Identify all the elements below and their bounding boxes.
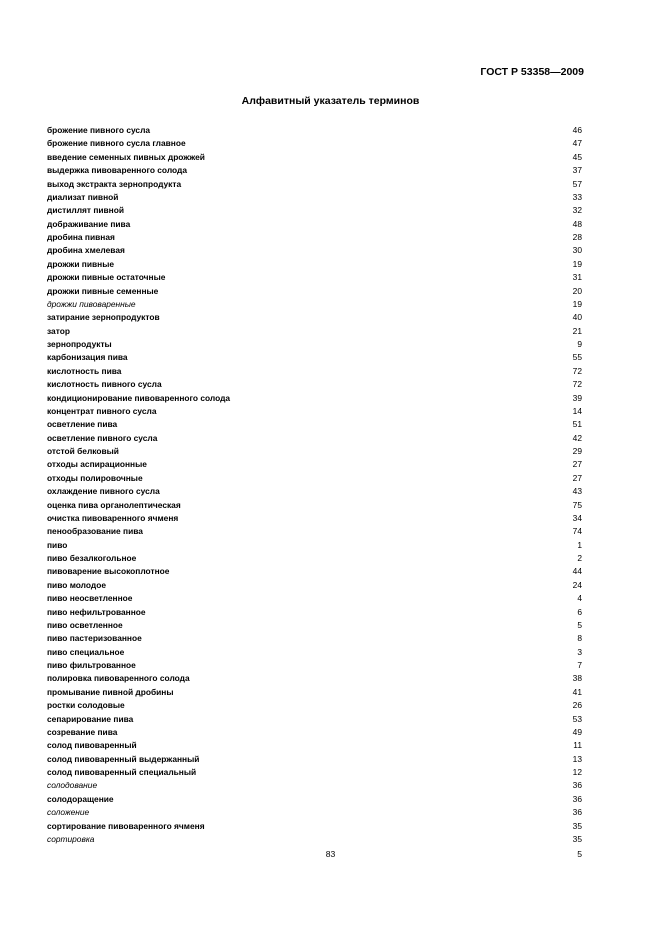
index-term: пиво [47,539,68,550]
index-entry [47,699,582,712]
index-page-ref: 1 [577,539,582,550]
index-entry [47,378,582,391]
index-page-ref: 48 [572,218,582,229]
index-page-ref: 45 [572,151,582,162]
index-page-ref: 55 [572,352,582,363]
index-term: созревание пива [47,726,118,737]
index-page-ref: 38 [572,673,582,684]
index-entry [47,418,582,431]
index-term: пивоварение высокоплотное [47,566,170,577]
index-entry [47,338,582,351]
index-term: сортирование пивоваренного ячменя [47,820,205,831]
index-entry [47,445,582,458]
index-entry [47,726,582,739]
index-term: брожение пивного сусла главное [47,138,186,149]
index-term: пенообразование пива [47,526,143,537]
term-index-list [47,124,582,846]
index-page-ref: 4 [577,593,582,604]
index-term: охлаждение пивного сусла [47,486,160,497]
index-page-ref: 39 [572,392,582,403]
index-term: осветление пивного сусла [47,432,158,443]
index-page-ref: 9 [577,339,582,349]
index-page-ref: 24 [572,579,582,590]
index-term: выход экстракта зернопродукта [47,178,182,189]
index-entry [47,164,582,177]
index-entry [47,218,582,231]
index-entry [47,739,582,752]
index-term: соложение [47,807,90,818]
index-term: выдержка пивоваренного солода [47,165,188,176]
index-term: дрожжи пивные остаточные [47,272,166,283]
index-entry [47,512,582,525]
index-page-ref: 27 [572,459,582,470]
index-term: дробина пивная [47,232,115,242]
index-term: кислотность пива [47,365,122,376]
index-term: сортировка [47,833,95,844]
index-page-ref: 36 [572,807,582,818]
index-entry [47,231,582,244]
index-entry [47,820,582,833]
index-page-ref: 19 [572,258,582,269]
index-term: оценка пива органолептическая [47,499,181,510]
index-page-ref: 28 [572,232,582,242]
index-term: дображивание пива [47,218,131,229]
index-entry [47,579,582,592]
page-title: Алфавитный указатель терминов [241,95,420,107]
index-entry [47,713,582,726]
index-entry [47,258,582,271]
index-page-ref: 46 [572,125,582,135]
index-entry [47,178,582,191]
index-term: диализат пивной [47,191,119,202]
index-entry [47,244,582,257]
index-term: введение семенных пивных дрожжей [47,151,205,162]
index-entry [47,432,582,445]
index-page-ref: 35 [572,820,582,831]
index-entry [47,552,582,565]
index-page-ref: 26 [572,700,582,711]
index-term: солод пивоваренный специальный [47,767,197,777]
index-page-ref: 74 [572,526,582,537]
index-term: пиво нефильтрованное [47,606,146,617]
index-entry [47,646,582,659]
index-term: карбонизация пива [47,352,128,363]
index-entry [47,565,582,578]
index-entry [47,686,582,699]
index-page-ref: 72 [572,365,582,376]
index-entry [47,779,582,792]
index-page-ref: 3 [577,646,582,657]
index-term: затор [47,325,70,336]
index-entry [47,405,582,418]
index-page-ref: 2 [577,553,582,563]
index-page-ref: 37 [572,165,582,176]
index-entry [47,458,582,471]
index-term: солод пивоваренный [47,740,137,751]
index-term: промывание пивной дробины [47,686,174,697]
index-term: пиво молодое [47,579,106,590]
index-page-ref: 27 [572,472,582,483]
index-page-ref: 31 [572,272,582,283]
index-term: концентрат пивного сусла [47,405,157,416]
index-entry [47,325,582,338]
index-entry [47,525,582,538]
index-entry [47,285,582,298]
index-term: пиво неосветленное [47,593,133,604]
index-page-ref: 34 [572,512,582,523]
index-term: пиво фильтрованное [47,660,136,670]
index-entry [47,833,582,846]
index-entry [47,753,582,766]
index-entry [47,766,582,779]
index-page-ref: 36 [572,780,582,791]
index-entry [47,806,582,819]
index-page-ref: 35 [572,833,582,844]
index-page-ref: 11 [573,740,582,751]
index-entry [47,271,582,284]
index-page-ref: 6 [577,606,582,617]
index-term: ростки солодовые [47,700,125,711]
index-page-ref: 36 [572,793,582,804]
index-term: отстой белковый [47,446,119,456]
index-entry [47,485,582,498]
index-page-ref: 7 [577,660,582,670]
index-term: дрожжи пивоваренные [47,298,136,309]
index-term: очистка пивоваренного ячменя [47,512,179,523]
index-term: пиво специальное [47,646,125,657]
index-page-ref: 21 [572,325,582,336]
index-page-ref: 19 [572,298,582,309]
index-term: дрожжи пивные семенные [47,285,159,296]
index-entry [47,392,582,405]
index-page-ref: 49 [572,726,582,737]
index-entry [47,499,582,512]
index-entry [47,539,582,552]
index-page-ref: 42 [572,432,582,443]
index-page-ref: 32 [572,205,582,216]
index-entry [47,204,582,217]
index-entry [47,124,582,137]
document-id: ГОСТ Р 53358—2009 [480,66,584,78]
index-term: дрожжи пивные [47,258,115,269]
index-term: сепарирование пива [47,713,134,724]
index-term: кондиционирование пивоваренного солода [47,392,231,403]
index-term: пиво безалкогольное [47,553,137,563]
index-page-ref: 47 [572,138,582,149]
index-page-ref: 51 [572,419,582,430]
index-entry [47,137,582,150]
index-page-ref: 13 [572,753,582,764]
index-page-ref: 33 [572,191,582,202]
index-term: солод пивоваренный выдержанный [47,753,200,764]
index-entry [47,311,582,324]
index-term: брожение пивного сусла [47,125,151,135]
index-page-ref: 8 [577,633,582,644]
page-number: 83 [325,849,336,859]
index-page-ref: 30 [572,245,582,256]
index-page-ref: 20 [572,285,582,296]
index-entry [47,191,582,204]
index-term: солодоращение [47,793,114,804]
sheet-number: 5 [577,849,582,859]
index-page-ref: 53 [572,713,582,724]
index-page-ref: 12 [572,767,582,777]
index-page-ref: 72 [572,379,582,390]
index-term: пиво осветленное [47,619,123,630]
index-entry [47,672,582,685]
index-entry [47,619,582,632]
index-entry [47,472,582,485]
index-entry [47,793,582,806]
index-page-ref: 41 [572,686,582,697]
index-term: отходы полировочные [47,472,143,483]
index-page-ref: 44 [572,566,582,577]
index-term: дробина хмелевая [47,245,125,256]
index-entry [47,151,582,164]
index-entry [47,592,582,605]
index-page-ref: 14 [572,405,582,416]
index-entry [47,632,582,645]
index-term: дистиллят пивной [47,205,125,216]
index-term: солодование [47,780,98,791]
index-page-ref: 40 [572,312,582,323]
index-page-ref: 57 [572,178,582,189]
index-page-ref: 43 [572,486,582,497]
index-term: пиво пастеризованное [47,633,142,644]
index-page-ref: 75 [572,499,582,510]
index-term: осветление пива [47,419,118,430]
index-entry [47,659,582,672]
index-entry [47,365,582,378]
index-term: полировка пивоваренного солода [47,673,190,684]
index-page-ref: 29 [572,446,582,456]
index-entry [47,606,582,619]
index-entry [47,351,582,364]
index-term: затирание зернопродуктов [47,312,160,323]
index-term: отходы аспирационные [47,459,147,470]
index-entry [47,298,582,311]
index-term: кислотность пивного сусла [47,379,162,390]
index-term: зернопродукты [47,339,112,349]
index-page-ref: 5 [577,619,582,630]
